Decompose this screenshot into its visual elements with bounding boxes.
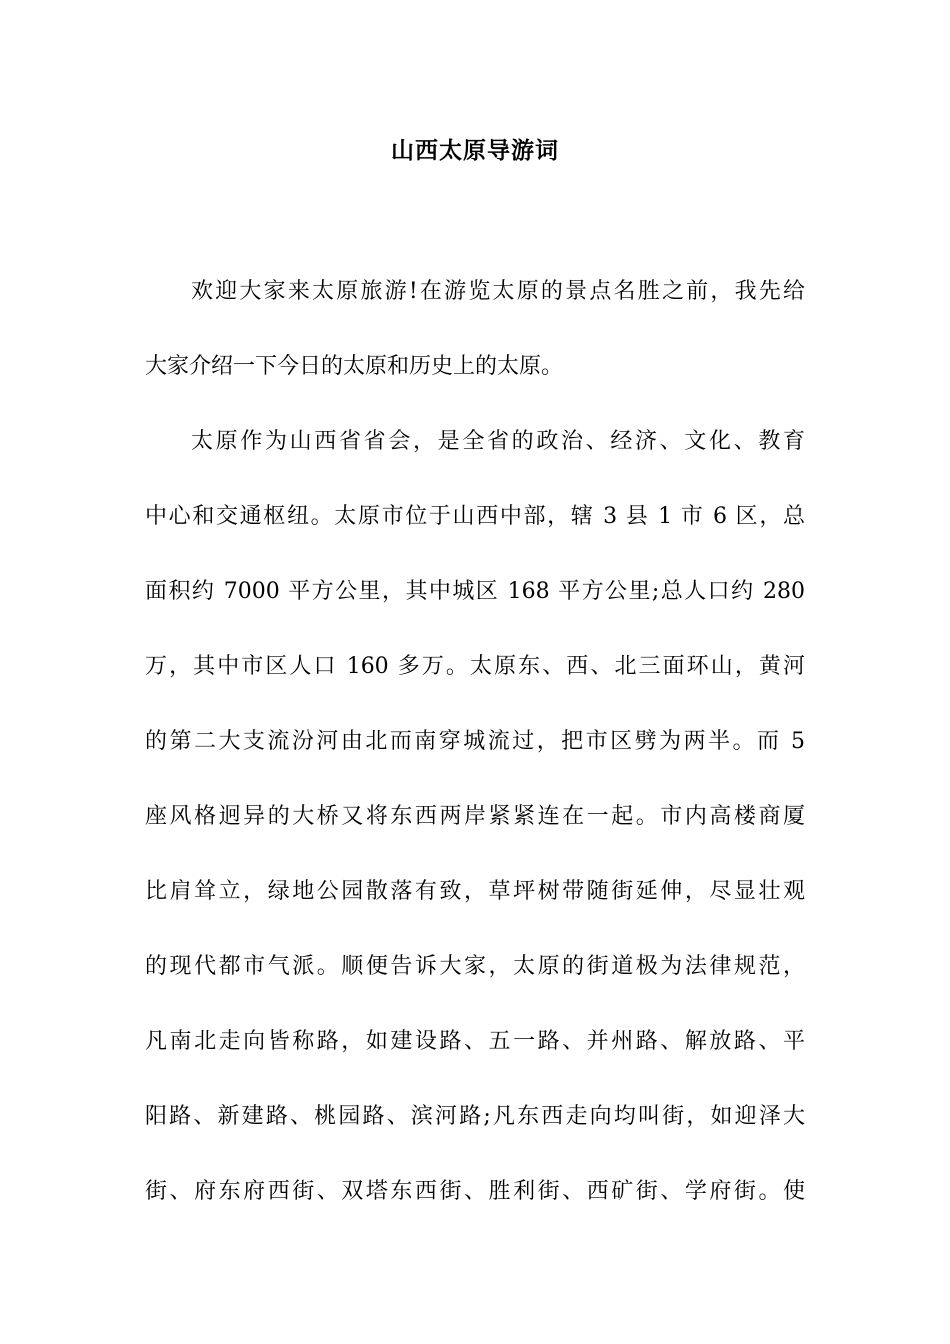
document-title: 山西太原导游词 [391, 137, 559, 164]
paragraph-taiyuan-overview [145, 404, 805, 1229]
text-line: 面积约 7000 平方公里，其中城区 168 平方公里;总人口约 280 [145, 579, 805, 604]
text-line: 比肩耸立，绿地公园散落有致，草坪树带随街延伸，尽显壮观 [145, 879, 805, 904]
text-line: 座风格迥异的大桥又将东西两岸紧紧连在一起。市内高楼商厦 [145, 804, 805, 829]
paragraph-welcome [145, 254, 805, 404]
text-line: 大家介绍一下今日的太原和历史上的太原。 [145, 354, 564, 379]
text-line: 万，其中市区人口 160 多万。太原东、西、北三面环山，黄河 [145, 654, 805, 679]
text-line: 中心和交通枢纽。太原市位于山西中部，辖 3 县 1 市 6 区，总 [145, 504, 805, 529]
text-line: 凡南北走向皆称路，如建设路、五一路、并州路、解放路、平 [145, 1029, 805, 1054]
text-line: 欢迎大家来太原旅游!在游览太原的景点名胜之前，我先给 [191, 279, 805, 304]
document-body [145, 254, 805, 1229]
text-line: 的第二大支流汾河由北而南穿城流过，把市区劈为两半。而 5 [145, 729, 805, 754]
text-line: 街、府东府西街、双塔东西街、胜利街、西矿街、学府街。使 [145, 1179, 805, 1204]
text-line: 的现代都市气派。顺便告诉大家，太原的街道极为法律规范， [145, 954, 805, 979]
text-line: 太原作为山西省省会，是全省的政治、经济、文化、教育 [191, 429, 805, 454]
text-line: 阳路、新建路、桃园路、滨河路;凡东西走向均叫街，如迎泽大 [145, 1104, 805, 1129]
